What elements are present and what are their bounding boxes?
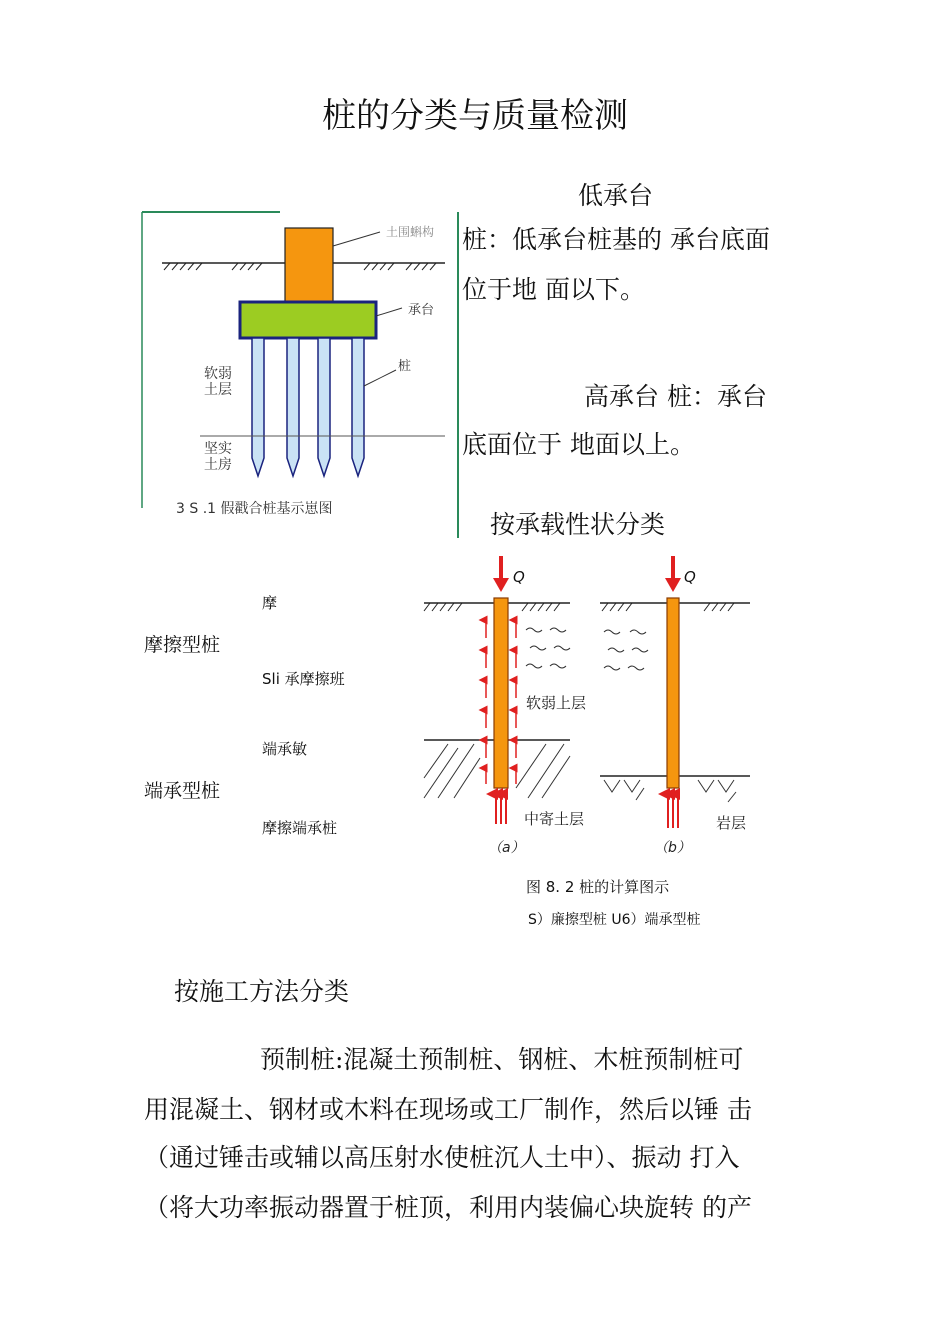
label-a: （a） [488,840,525,856]
soft-soil-waves-b [604,630,648,670]
high-cap-line1: 高承台 桩：承台 [584,382,767,411]
label-superstructure: 土围蝌构 [386,225,435,239]
end-main-label: 端承型桩 [144,780,221,802]
pile [252,338,264,476]
load-arrowhead-b [665,578,681,592]
label-b: （b） [654,840,691,856]
rock-label: 岩层 [716,814,747,832]
by-load-heading: 按承载性状分类 [490,510,666,539]
load-arrowhead-a [493,578,509,592]
load-label-a: Q [513,568,525,586]
page-title: 桩的分类与质量检测 [322,96,628,136]
leader-line [333,232,380,246]
figure1-caption: 3 S .1 假戳合桩基示崽图 [176,501,333,517]
label-soft-1: 软弱 [204,366,232,382]
pile-a [494,598,508,788]
pile [287,338,299,476]
figure2-caption: 图 8. 2 桩的计算图示 [526,878,670,896]
friction-main-label: 摩擦型桩 [144,634,221,656]
pile-cap [240,302,376,338]
end-small-label: 端承敏 [262,740,308,758]
label-pile: 桩 [398,359,412,374]
low-cap-line1: 低承台 [578,181,654,210]
tip-arrows-a [496,794,506,824]
friction-sub-label: Sli 承摩擦班 [262,670,345,688]
label-hard-2: 土房 [204,457,232,473]
paragraph-line4: （将大功率振动器置于桩顶，利用内装偏心块旋转 的产 [144,1193,752,1222]
figure2-subcaption: S）廉擦型桩 U6）端承型桩 [528,912,701,928]
paragraph-line3: （通过锤击或辅以高压射水使桩沉人土中）、振动 打入 [144,1143,740,1172]
piles [252,338,364,476]
high-cap-line2: 底面位于 地面以上。 [462,430,695,459]
column-block [285,228,333,303]
low-cap-line2: 桩：低承台桩基的 承台底面 [462,225,770,254]
mid-layer-label: 中寄土层 [524,810,585,828]
pile-b [667,598,679,788]
leader-line [364,370,396,386]
pile [352,338,364,476]
pile [318,338,330,476]
pile-foundation-figure [140,208,465,538]
paragraph-line2: 用混凝土、钢材或木料在现场或工厂制作，然后以锤 击 [144,1095,752,1124]
soft-layer-label: 软弱上层 [526,694,587,712]
soft-soil-waves-a [526,628,570,668]
ground-hatch-a [424,603,560,611]
label-hard-1: 坚实 [204,441,232,457]
friction-small-label: 摩 [262,594,278,612]
label-cap: 承台 [408,303,435,318]
by-method-heading: 按施工方法分类 [174,977,350,1006]
leader-line [376,308,402,316]
paragraph-line1: 预制桩:混凝土预制桩、钢桩、木桩预制桩可 [260,1045,744,1074]
low-cap-line3: 位于地 面以下。 [462,275,645,304]
tip-arrows-b [668,794,678,828]
pile-calc-figure [418,548,758,868]
label-soft-2: 土层 [204,382,232,398]
load-label-b: Q [684,568,696,586]
end-sub-label: 摩擦端承桩 [262,819,338,837]
